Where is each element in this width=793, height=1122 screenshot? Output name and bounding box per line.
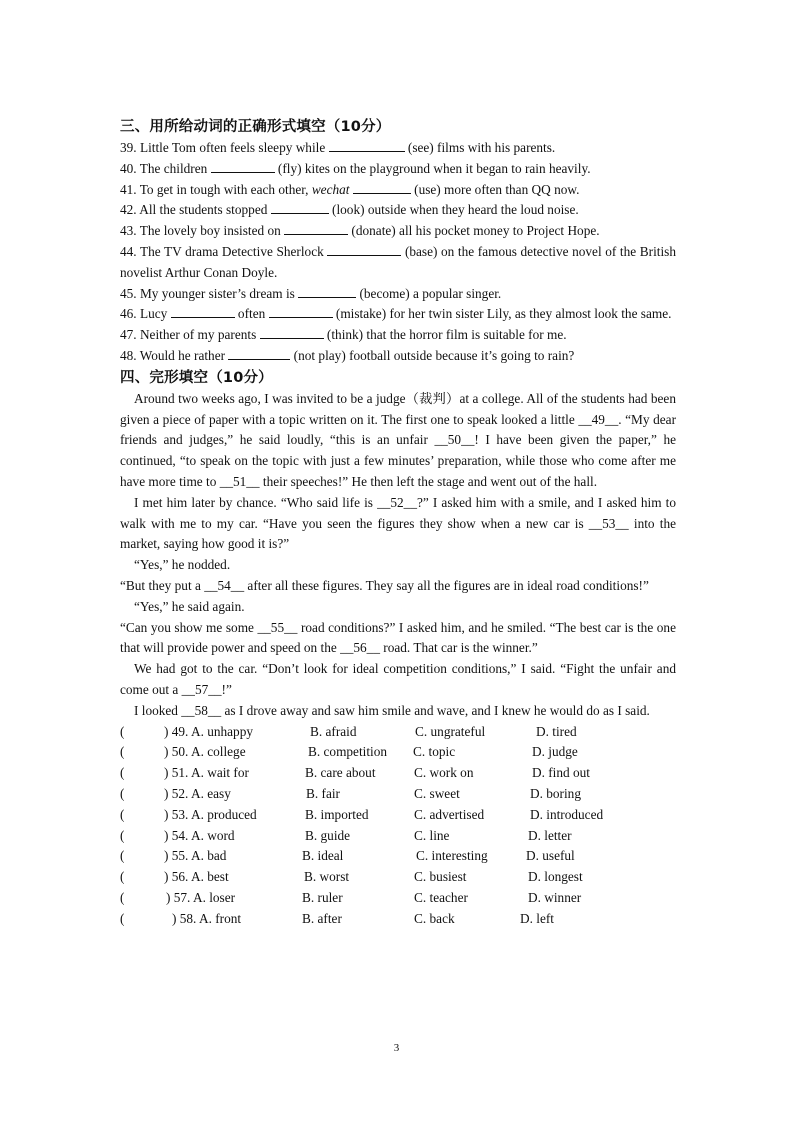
option-a: ) 49. A. unhappy <box>164 723 254 739</box>
answer-paren[interactable]: ( <box>120 806 125 822</box>
answer-paren[interactable]: ( <box>120 848 125 864</box>
question-45: 45. My younger sister’s dream is (become) a popular singer. <box>120 285 502 301</box>
option-d: D. find out <box>532 765 590 781</box>
option-c: C. busiest <box>414 869 467 885</box>
option-c: C. sweet <box>414 785 460 801</box>
passage-paragraph: “Can you show me some __55__ road conditions?” I asked him, and he smiled. “The best car is the one that will provide power and speed on the __56__ road. That car is the winner.” <box>120 619 676 656</box>
answer-blank-43[interactable] <box>284 222 348 235</box>
option-row-49 <box>120 722 676 743</box>
option-d: D. left <box>520 910 554 926</box>
option-d: D. useful <box>526 848 575 864</box>
option-row-56 <box>120 867 676 888</box>
passage-paragraph: “But they put a __54__ after all these figures. They say all the figures are in ideal road conditions!” <box>120 577 649 593</box>
option-row-51 <box>120 763 676 784</box>
answer-blank-42[interactable] <box>271 201 329 214</box>
question-47: 47. Neither of my parents (think) that the horror film is suitable for me. <box>120 327 567 343</box>
answer-blank-40[interactable] <box>211 160 275 173</box>
option-d: D. boring <box>530 785 581 801</box>
passage-paragraph: “Yes,” he said again. <box>134 598 245 614</box>
question-44: 44. The TV drama Detective Sherlock (base) on the famous detective novel of the British novelist Arthur Conan Doyle. <box>120 243 676 280</box>
answer-blank-47[interactable] <box>260 326 324 339</box>
option-a: ) 51. A. wait for <box>164 765 249 781</box>
option-c: C. interesting <box>416 848 488 864</box>
section3-heading: 三、用所给动词的正确形式填空（10分） <box>120 119 391 135</box>
option-b: B. afraid <box>310 723 357 739</box>
option-c: C. advertised <box>414 806 485 822</box>
option-c: C. work on <box>414 765 474 781</box>
option-a: ) 55. A. bad <box>164 848 227 864</box>
option-d: D. introduced <box>530 806 604 822</box>
answer-blank-48[interactable] <box>228 347 290 360</box>
passage-paragraph: I looked __58__ as I drove away and saw him smile and wave, and I knew he would do as I said. <box>134 702 650 718</box>
option-c: C. topic <box>413 744 456 760</box>
option-row-57 <box>120 888 676 909</box>
answer-paren[interactable]: ( <box>120 744 125 760</box>
answer-paren[interactable]: ( <box>120 827 125 843</box>
answer-paren[interactable]: ( <box>120 869 125 885</box>
answer-blank-44[interactable] <box>327 243 401 256</box>
answer-paren[interactable]: ( <box>120 910 125 926</box>
answer-blank-46b[interactable] <box>269 305 333 318</box>
option-b: B. competition <box>308 744 388 760</box>
page-content <box>120 116 676 929</box>
option-a: ) 52. A. easy <box>164 785 231 801</box>
question-40: 40. The children (fly) kites on the playground when it began to rain heavily. <box>120 160 591 176</box>
option-c: C. back <box>414 910 455 926</box>
passage-paragraph: Around two weeks ago, I was invited to be a judge（裁判）at a college. All of the students had been given a piece of paper with a topic written on it. The first one to speak looked a little __49__. “My dear friends and judges,” he said loudly, “this is an unfair __50__! I have been given the paper,” he continued, “to speak on the topic with just a few minutes’ preparation, while those who come after me have more time to __51__ their speeches!” He then left the stage and went out of the hall. <box>120 390 676 489</box>
question-46: 46. Lucy often (mistake) for her twin sister Lily, as they almost look the same. <box>120 306 672 322</box>
option-d: D. longest <box>528 869 583 885</box>
passage-paragraph: “Yes,” he nodded. <box>134 557 231 573</box>
option-row-58 <box>120 909 676 930</box>
option-row-52 <box>120 784 676 805</box>
option-b: B. guide <box>305 827 351 843</box>
option-b: B. worst <box>304 869 350 885</box>
option-b: B. after <box>302 910 342 926</box>
option-a: ) 57. A. loser <box>166 889 236 905</box>
options-list <box>120 722 676 930</box>
option-row-54 <box>120 826 676 847</box>
option-b: B. ideal <box>302 848 344 864</box>
answer-paren[interactable]: ( <box>120 765 125 781</box>
option-a: ) 50. A. college <box>164 744 246 760</box>
answer-paren[interactable]: ( <box>120 723 125 739</box>
option-d: D. tired <box>536 723 577 739</box>
question-43: 43. The lovely boy insisted on (donate) all his pocket money to Project Hope. <box>120 223 600 239</box>
answer-blank-41[interactable] <box>353 181 411 194</box>
question-41: 41. To get in tough with each other, wechat (use) more often than QQ now. <box>120 181 580 197</box>
passage-paragraph: I met him later by chance. “Who said life is __52__?” I asked him with a smile, and I asked him to walk with me to my car. “Have you seen the figures they show when a new car is __53__ into the market, saying how good it is?” <box>120 494 676 552</box>
page-number: 3 <box>393 1042 400 1054</box>
option-c: C. ungrateful <box>415 723 486 739</box>
answer-blank-45[interactable] <box>298 285 356 298</box>
option-a: ) 56. A. best <box>164 869 229 885</box>
option-a: ) 53. A. produced <box>164 806 257 822</box>
option-c: C. teacher <box>414 889 468 905</box>
option-b: B. care about <box>305 765 376 781</box>
option-d: D. letter <box>528 827 572 843</box>
option-d: D. winner <box>528 889 582 905</box>
section4-heading: 四、完形填空（10分） <box>120 369 273 386</box>
answer-paren[interactable]: ( <box>120 785 125 801</box>
question-48: 48. Would he rather (not play) football outside because it’s going to rain? <box>120 347 575 363</box>
option-b: B. fair <box>306 785 340 801</box>
question-42: 42. All the students stopped (look) outside when they heard the loud noise. <box>120 202 579 218</box>
option-d: D. judge <box>532 744 578 760</box>
option-a: ) 58. A. front <box>172 910 242 926</box>
answer-paren[interactable]: ( <box>120 889 125 905</box>
option-row-50 <box>120 742 676 763</box>
option-row-53 <box>120 805 676 826</box>
option-a: ) 54. A. word <box>164 827 235 843</box>
option-b: B. ruler <box>302 889 343 905</box>
question-39: 39. Little Tom often feels sleepy while (see) films with his parents. <box>120 140 556 155</box>
answer-blank-39[interactable] <box>329 139 405 152</box>
option-c: C. line <box>414 827 450 843</box>
answer-blank-46a[interactable] <box>171 305 235 318</box>
passage-paragraph: We had got to the car. “Don’t look for ideal competition conditions,” I said. “Fight the unfair and come out a __57__!” <box>120 661 676 697</box>
option-row-55 <box>120 846 676 867</box>
option-b: B. imported <box>305 806 369 822</box>
